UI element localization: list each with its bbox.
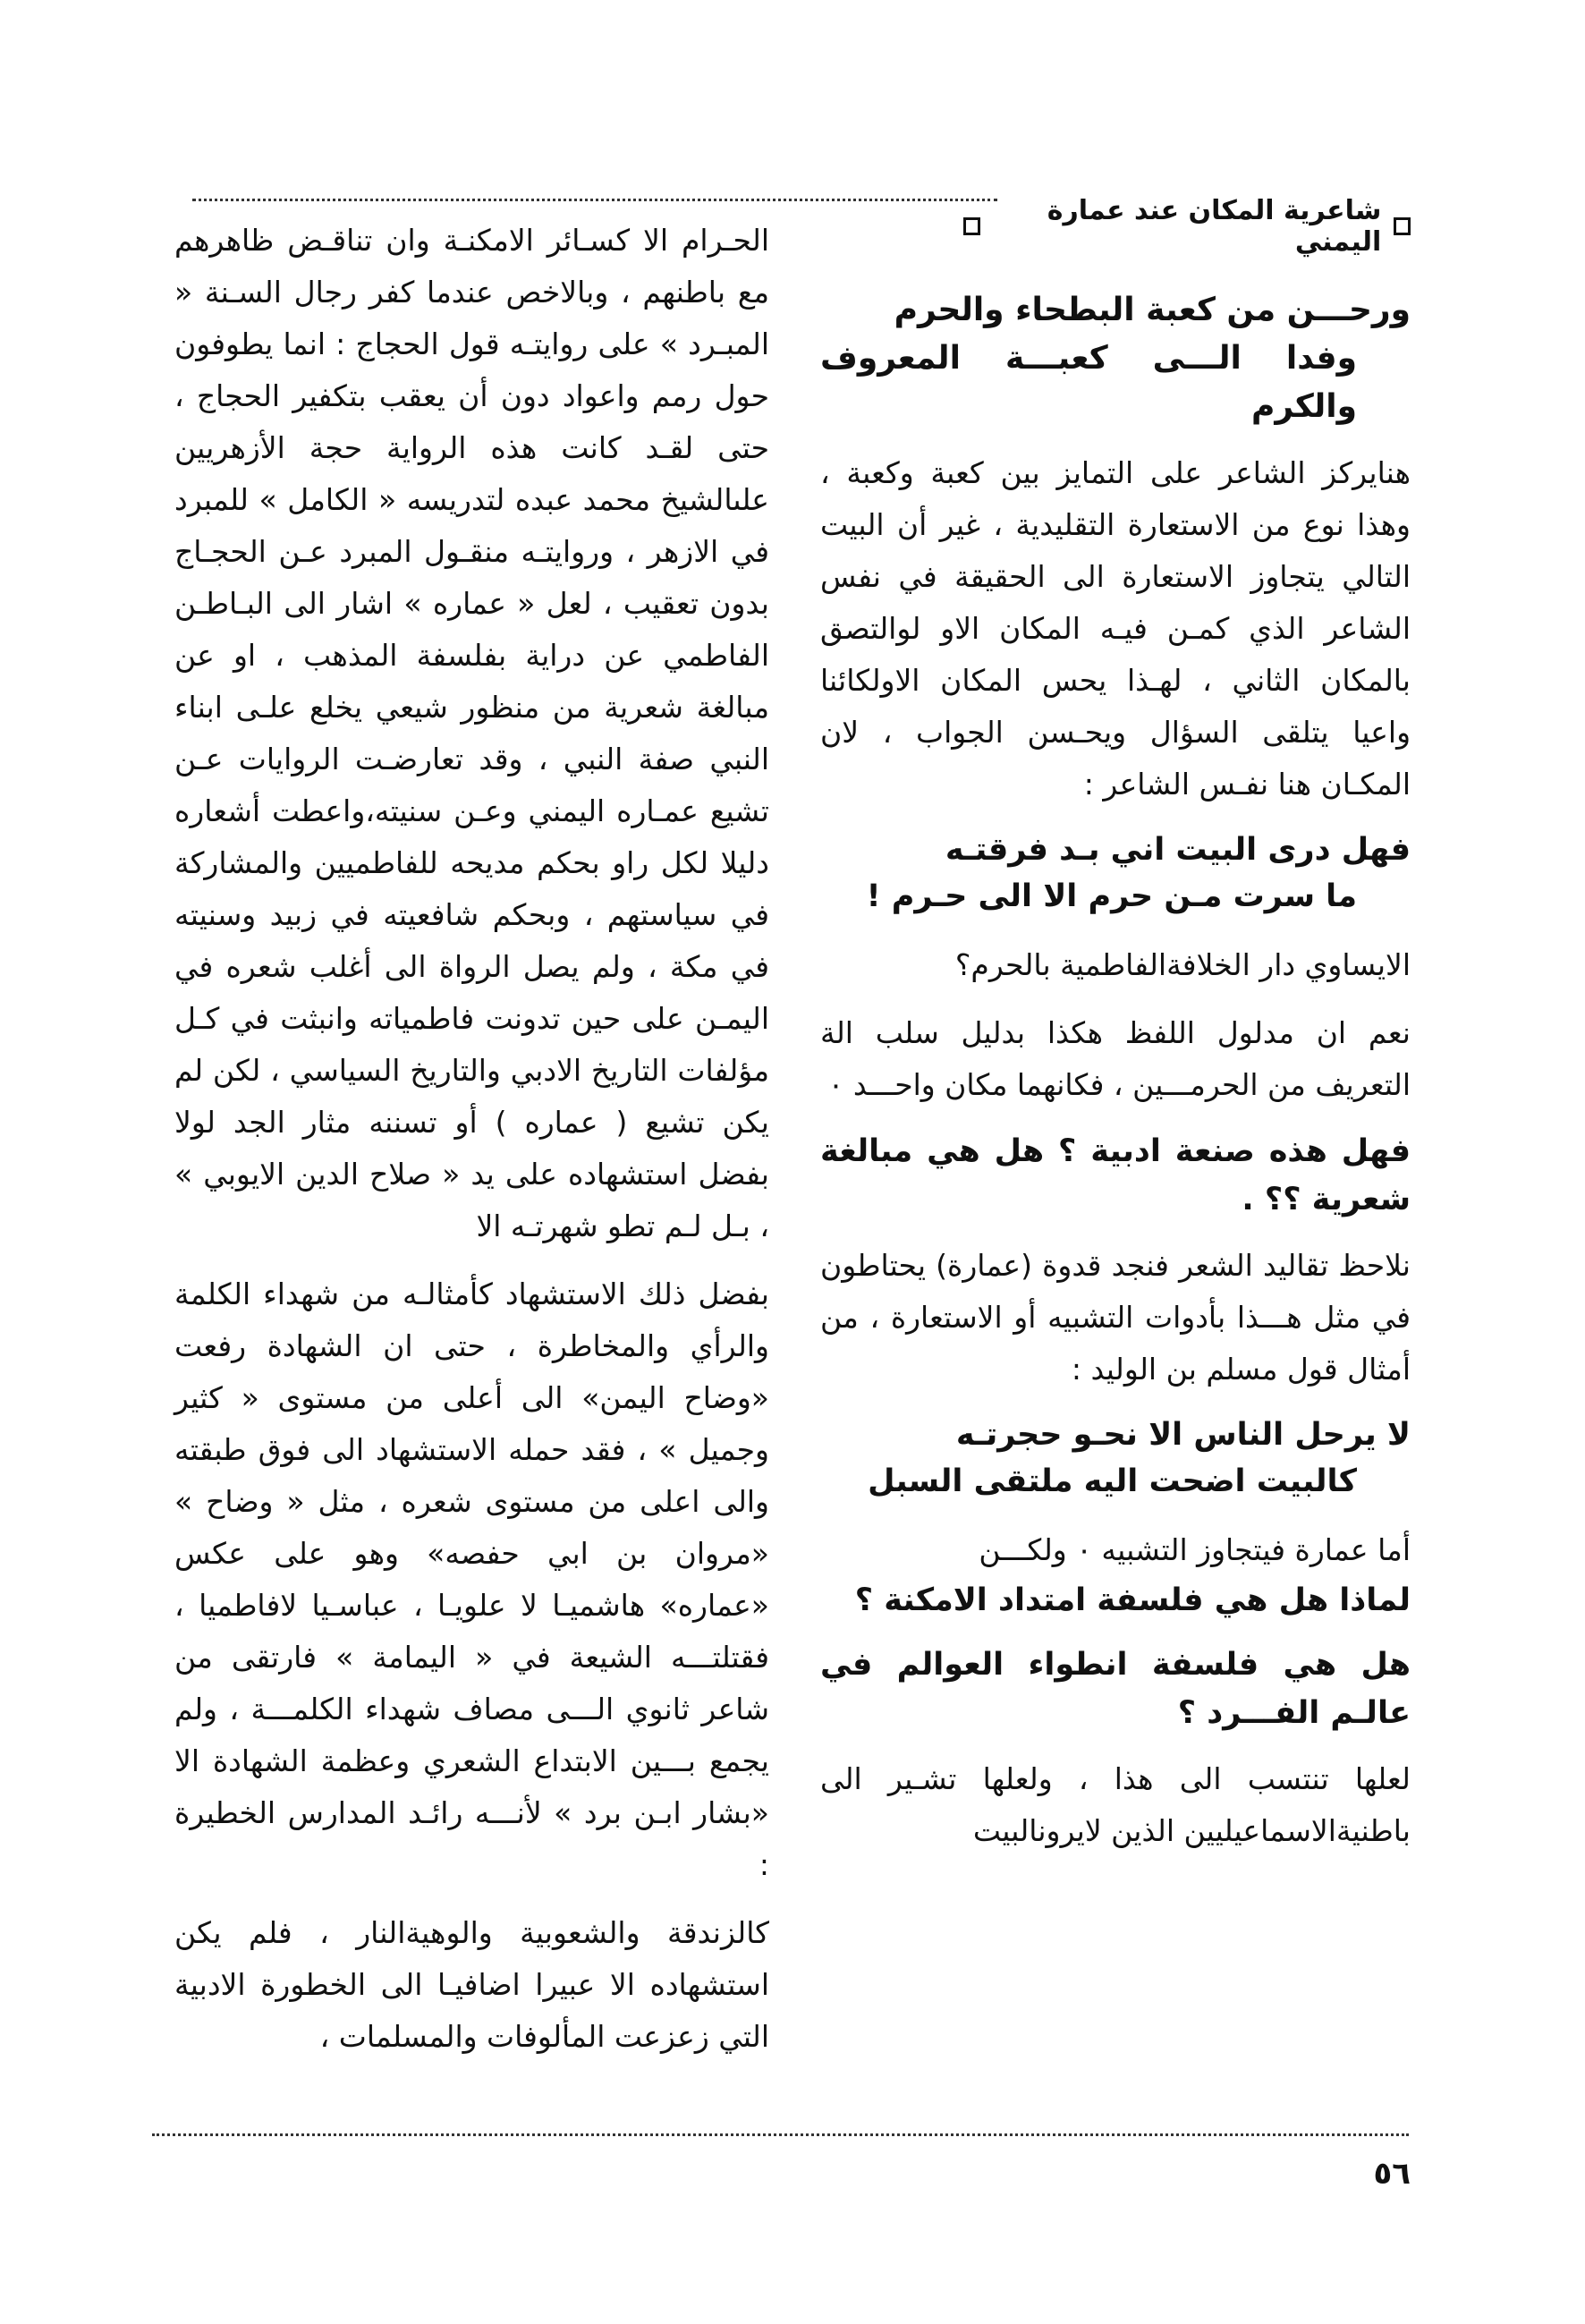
header-rule: [192, 199, 997, 201]
page-number: ٥٦: [1373, 2156, 1411, 2192]
verse-line-1: فهل درى البيت اني بـد فرقتـه: [945, 832, 1411, 868]
paragraph: الحـرام الا كسـائر الامكنـة وان تناقـض ظاهرهم مع باطنهم ، وبالاخص عندما كفر رجال السـنة « المبـرد » على روايتـه قول الحجاج : انما يطوفون حول رمم واعواد دون أن يعقب بتكفير الحجاج ، حتى لقـد كانت هذه الرواية حجة الأزهريين علىالشيخ محمد عبده لتدريسه « الكامل » للمبرد في الازهر ، وروايتـه منقـول المبرد عـن الحجـاج بدون تعقيب ، لعل « عماره » اشار الى البـاطـن الفاطمي عن دراية بفلسفة المذهب ، او عن مبالغة شعرية من منظور شيعي يخلع علـى ابناء النبي صفة النبي ، وقد تعارضـت الروايات عـن تشيع عمـاره اليمني وعـن سنيته،واعطت أشعاره دليلا لكل راو بحكم مديحه للفاطميين والمشاركة في سياستهم ، وبحكم شافعيته في زبيد وسنيته في مكة ، ولم يصل الرواة الى أغلب شعره في اليمـن على حين تدونت فاطمياته وانبثت في كـل مؤلفات التاريخ الادبي والتاريخ السياسي ، لكن لم يكن تشيع ( عماره ) أو تسننه مثار الجد لولا بفضل استشهاده على يد « صلاح الدين الايوبي » ، بـل لـم تطو شهرتـه الا: [174, 223, 769, 1243]
verse-line-1: لا يرحل الناس الا نحـو حجرتـه: [955, 1417, 1411, 1453]
paragraph: لعلها تنتسب الى هذا ، ولعلها تشـير الى باطنيةالاسماعيليين الذين لايرونالبيت: [820, 1761, 1411, 1848]
section-heading: [820, 286, 1411, 431]
left-column: [174, 215, 769, 2079]
verse-line-2: كالبيت اضحت اليه ملتقى السبل: [868, 1463, 1357, 1499]
paragraph: هنايركز الشاعر على التمايز بين كعبة وكعبة ، وهذا نوع من الاستعارة التقليدية ، غير أن البيت التالي يتجاوز الاستعارة الى الحقيقة في نفس الشاعر الذي كمـن فيـه المكان الاو لوالتصق بالمكان الثاني ، لهـذا يحس المكان الاولكائنا واعيا يتلقى السؤال ويحـسن الجواب ، لان المكـان هنا نفـس الشاعر :: [820, 455, 1411, 802]
heading-line-2: وفدا الـــى كعبـــة المعروف والكرم: [820, 340, 1357, 425]
paragraph: كالزندقة والشعوبية والوهيةالنار ، فلم يكن استشهاده الا عبيرا اضافيـا الى الخطورة الادبية التي زعزعت المألوفات والمسلمات ،: [174, 1915, 769, 2054]
question: هل هي فلسفة انطواء العوالم في عالـم الفـــرد ؟: [820, 1647, 1411, 1731]
paragraph: أما عمارة فيتجاوز التشبيه ٠ ولكـــن: [979, 1532, 1411, 1567]
verse: [820, 827, 1411, 920]
square-bullet-icon: [963, 217, 980, 235]
footer-rule: [152, 2133, 1409, 2136]
right-column: [820, 286, 1411, 1873]
verse-line-2: ما سرت مـن حرم الا الى حـرم !: [866, 878, 1357, 914]
question: فهل هذه صنعة ادبية ؟ هل هي مبالغة شعرية ؟؟ .: [820, 1133, 1411, 1217]
question: لماذا هل هي فلسفة امتداد الامكنة ؟: [854, 1582, 1411, 1618]
paragraph: بفضل ذلك الاستشهاد كأمثالـه من شهداء الكلمة والرأي والمخاطرة ، حتى ان الشهادة رفعت «وضاح اليمن» الى أعلى من مستوى « كثير وجميل » ، فقد حمله الاستشهاد الى فوق طبقته والى اعلى من مستوى شعره ، مثل « وضاح » «مروان بن ابي حفصه» وهو على عكس «عماره» هاشميـا لا علويـا ، عباسـيا لافاطميا ، فقتلتـــه الشيعة في « اليمامة » فارتقى من شاعر ثانوي الـــى مصاف شهداء الكلمـــة ، ولم يجمع بـــين الابتداع الشعري وعظمة الشهادة الا «بشار ابـن برد » لأنـــه رائـد المدارس الخطيرة :: [174, 1277, 769, 1882]
running-header: [963, 195, 1411, 258]
paragraph: نلاحظ تقاليد الشعر فنجد قدوة (عمارة) يحتاطون في مثل هـــذا بأدوات التشبيه أو الاستعارة ، من أمثال قول مسلم بن الوليد :: [820, 1248, 1411, 1387]
paragraph: نعم ان مدلول اللفظ هكذا بدليل سلب الة التعريف من الحرمـــين ، فكانهما مكان واحـــد ٠: [820, 1015, 1411, 1102]
heading-line-1: ورحـــن من كعبة البطحاء والحرم: [894, 292, 1411, 328]
square-bullet-icon: [1394, 217, 1411, 235]
verse: [820, 1412, 1411, 1505]
paragraph: الايساوي دار الخلافةالفاطمية بالحرم؟: [954, 947, 1411, 982]
running-header-title: شاعرية المكان عند عمارة اليمني: [1047, 195, 1382, 258]
